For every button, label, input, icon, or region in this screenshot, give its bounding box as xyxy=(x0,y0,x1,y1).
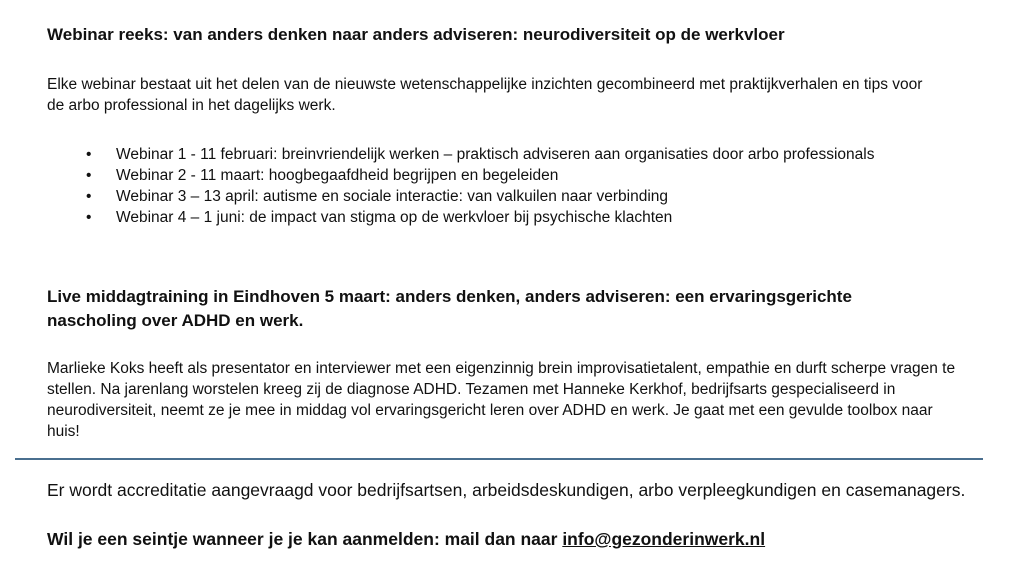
bullet-icon: • xyxy=(86,146,92,163)
divider xyxy=(15,458,983,460)
accreditation-text: Er wordt accreditatie aangevraagd voor bedrijfsartsen, arbeidsdeskundigen, arbo verpleegkundigen en casemanagers. xyxy=(47,480,966,500)
signup-text: Wil je een seintje wanneer je je kan aanmelden: mail dan naar xyxy=(47,529,563,549)
training-description: Marlieke Koks heeft als presentator en interviewer met een eigenzinnig brein improvisatietalent, empathie en durft scherpe vragen te stellen. Na jarenlang worstelen kreeg zij de diagnose ADHD. Tezamen met Hanneke Kerkhof, bedrijfsarts gespecialiseerd in neurodiversiteit, neemt ze je mee in middag vol ervaringsgericht leren over ADHD en werk. Je gaat met een gevulde toolbox naar huis! xyxy=(47,360,956,440)
webinar-item-text: Webinar 2 - 11 maart: hoogbegaafdheid begrijpen en begeleiden xyxy=(116,167,559,184)
intro-paragraph: Elke webinar bestaat uit het delen van de nieuwste wetenschappelijke inzichten gecombineerd met praktijkverhalen en tips voor de arbo professional in het dagelijks werk. xyxy=(47,76,923,114)
list-item xyxy=(84,144,944,165)
list-item xyxy=(84,186,944,207)
email-link[interactable]: info@gezonderinwerk.nl xyxy=(562,529,766,549)
signup-line xyxy=(47,527,997,551)
list-item xyxy=(84,207,944,228)
bullet-icon: • xyxy=(86,167,92,184)
webinar-item-text: Webinar 4 – 1 juni: de impact van stigma op de werkvloer bij psychische klachten xyxy=(116,209,673,226)
list-item xyxy=(84,165,944,186)
webinar-item-text: Webinar 3 – 13 april: autisme en sociale interactie: van valkuilen naar verbinding xyxy=(116,188,668,205)
webinar-list xyxy=(84,144,944,228)
bullet-icon: • xyxy=(86,188,92,205)
bullet-icon: • xyxy=(86,209,92,226)
page-title: Webinar reeks: van anders denken naar anders adviseren: neurodiversiteit op de werkvloer xyxy=(47,25,785,44)
training-heading: Live middagtraining in Eindhoven 5 maart: anders denken, anders adviseren: een ervaringsgerichte nascholing over ADHD en werk. xyxy=(47,287,852,330)
webinar-item-text: Webinar 1 - 11 februari: breinvriendelijk werken – praktisch adviseren aan organisaties door arbo professionals xyxy=(116,146,875,163)
